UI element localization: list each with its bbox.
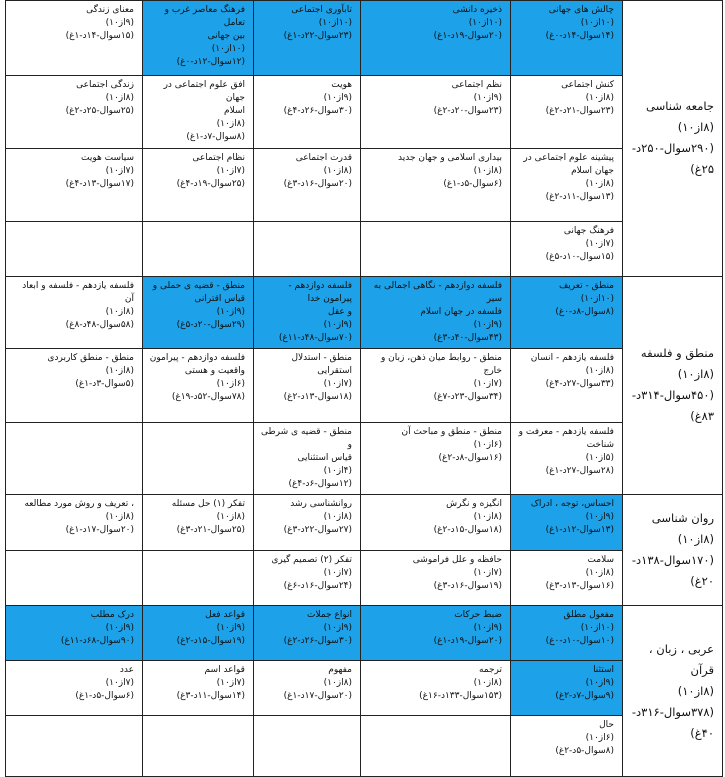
category-line: منطق و فلسفه (۸از۱۰) — [640, 346, 714, 381]
topic-stat: (۱۹سوال-۱۶د-۳غ) — [433, 581, 502, 591]
topic-name: نظام اجتماعی — [192, 153, 245, 163]
topic-stat: (۷از۱۰) — [585, 239, 614, 249]
topic-stat: (۵۸سوال-۴۸د-۸غ) — [65, 320, 134, 330]
topic-stat: قیاس اقترانی — [194, 294, 245, 304]
topic-stat: (۸از۱۰) — [585, 179, 614, 189]
topic-cell — [253, 0, 360, 75]
topic-stat: واقعیت و هستی — [184, 366, 245, 376]
topic-name: احساس، توجه ، ادراک — [530, 499, 614, 509]
topic-cell — [510, 276, 622, 348]
topic-stat: (۱۰از۱۰) — [580, 18, 614, 28]
category-line: ۲۵غ) — [690, 162, 714, 176]
topic-stat: (۸از۱۰) — [323, 512, 352, 522]
topic-cell — [5, 75, 142, 148]
topic-stat: (۸سوال-۸د-۰غ) — [555, 307, 614, 317]
topic-cell — [5, 348, 142, 422]
topic-cell — [5, 660, 142, 715]
topic-cell — [142, 660, 253, 715]
topic-stat: (۸از۱۰) — [105, 93, 134, 103]
topic-stat: (۲۳سوال-۲۲د-۱غ) — [283, 31, 352, 41]
topic-cell — [510, 148, 622, 221]
topic-cell — [142, 605, 253, 660]
topic-cell — [510, 348, 622, 422]
topic-stat: (۱۵۳سوال-۱۳۳د-۱۶غ) — [419, 691, 502, 701]
topic-stat: (۱۷سوال-۱۳د-۴غ) — [65, 179, 134, 189]
topic-stat: (۱۹سوال-۱۵د-۲غ) — [176, 636, 245, 646]
topic-name: تفکر (۱) حل مسئله — [171, 499, 245, 509]
topic-stat: (۶از۱۰) — [473, 440, 502, 450]
topic-cell — [510, 550, 622, 605]
topic-cell — [360, 494, 510, 550]
category-line: (۸از۱۰) — [677, 683, 714, 698]
topic-stat: (۸از۱۰) — [323, 166, 352, 176]
topic-stat: (۱۰از۱۰) — [580, 623, 614, 633]
topic-cell — [253, 75, 360, 148]
topic-stat: (۹از۱۰) — [323, 623, 352, 633]
topic-name: تابآوری اجتماعی — [291, 5, 352, 15]
category-line: جامعه شناسی (۸از۱۰) — [646, 99, 714, 134]
topic-cell — [360, 660, 510, 715]
topic-stat: (۲۸سوال-۲۷د-۱غ) — [545, 466, 614, 476]
topic-stat: (۱۸سوال-۱۵د-۲غ) — [433, 525, 502, 535]
topic-stat: (۵از۱۰) — [585, 453, 614, 463]
topic-name: معنای زندگی — [86, 5, 134, 15]
topic-cell — [360, 0, 510, 75]
grid-line — [5, 494, 723, 495]
topic-cell — [5, 276, 142, 348]
category-cell — [622, 0, 722, 276]
topic-name: منطق - قضیه ی شرطی و — [258, 427, 352, 450]
topic-cell — [5, 221, 142, 276]
topic-stat: (۹از۱۰) — [323, 320, 352, 330]
topic-cell — [142, 0, 253, 75]
topic-stat: (۱۲سوال-۶د-۴غ) — [288, 479, 352, 489]
topic-cell — [510, 494, 622, 550]
topic-stat: (۲۵سوال-۲۱د-۳غ) — [176, 525, 245, 535]
topic-cell — [142, 75, 253, 148]
topic-name: منطق - منطق کاربردی — [47, 353, 134, 363]
topic-stat: (۸از۱۰) — [216, 512, 245, 522]
grid-line — [5, 276, 723, 277]
topic-name: فلسفه دوازدهم - پیرامون خدا — [285, 281, 352, 304]
topic-cell — [142, 422, 253, 494]
topic-stat: (۸از۱۰) — [105, 307, 134, 317]
topic-stat: (۷۸سوال-۵۲د-۱۹غ) — [171, 392, 245, 402]
grid-line — [722, 0, 723, 777]
topic-stat: (۸از۱۰) — [105, 366, 134, 376]
topic-cell — [510, 422, 622, 494]
topic-stat: جهان اسلام — [571, 166, 614, 176]
grid-line — [5, 660, 623, 661]
topic-name: مفهوم — [328, 665, 352, 675]
topic-name: فلسفه یازدهم - معرفت و — [518, 427, 614, 437]
topic-cell — [360, 550, 510, 605]
topic-stat: (۹از۱۰) — [473, 623, 502, 633]
topic-cell — [510, 715, 622, 777]
topic-stat: (۷از۱۰) — [105, 678, 134, 688]
topic-stat: (۸از۱۰) — [585, 366, 614, 376]
topic-cell — [360, 221, 510, 276]
topic-stat: (۷از۱۰) — [323, 568, 352, 578]
topic-name: کنش اجتماعی — [561, 80, 614, 90]
topic-stat: (۷از۱۰) — [473, 379, 502, 389]
topic-cell — [360, 605, 510, 660]
topic-stat: (۸از۱۰) — [323, 678, 352, 688]
topic-cell — [5, 422, 142, 494]
topic-stat: (۱۸سوال-۱۳د-۲غ) — [283, 392, 352, 402]
topic-stat: (۲۴سوال-۱۶د-۶غ) — [283, 581, 352, 591]
topic-stat: (۸از۱۰) — [473, 678, 502, 688]
topic-stat: بین جهانی — [207, 31, 245, 41]
topic-name: استثنا — [593, 665, 614, 675]
topic-cell — [253, 276, 360, 348]
topic-name: درک مطلب — [90, 610, 134, 620]
topic-cell — [5, 715, 142, 777]
topic-stat: (۲۵سوال-۲۵د-۲غ) — [65, 106, 134, 116]
topic-stat: (۲۹سوال-۲۰د-۵غ) — [176, 320, 245, 330]
topic-stat: (۲۰سوال-۱۷د-۱غ) — [283, 691, 352, 701]
topic-stat: (۹از۱۰) — [473, 93, 502, 103]
topic-name: فرهنگ معاصر غرب و تعامل — [161, 5, 245, 28]
category-line: ۴۰غ) — [690, 725, 714, 740]
topic-name: تفکر (۲) تصمیم گیری — [271, 555, 352, 565]
topic-cell — [360, 148, 510, 221]
topic-cell — [253, 221, 360, 276]
topic-name: فلسفه دوازدهم - پیرامون — [149, 353, 245, 363]
topic-cell — [142, 494, 253, 550]
topic-stat: (۲۰سوال-۱۹د-۱غ) — [433, 636, 502, 646]
topic-stat: (۹از۱۰) — [473, 320, 502, 330]
topic-stat: شناخت — [586, 440, 614, 450]
topic-stat: (۲۳سوال-۲۰د-۲غ) — [433, 106, 502, 116]
topic-stat: (۶از۱۰) — [585, 733, 614, 743]
topic-stat: (۶سوال-۵د-۱غ) — [443, 179, 502, 189]
category-line: (۳۷۸سوال-۳۱۶د- — [631, 704, 714, 719]
topic-cell — [142, 550, 253, 605]
topic-cell — [360, 715, 510, 777]
topic-stat: (۱۰از۱۰) — [318, 18, 352, 28]
category-line: ۸۳غ) — [690, 409, 714, 423]
grid-line — [5, 605, 723, 606]
topic-stat: (۹از۱۰) — [216, 623, 245, 633]
topic-stat: (۱۰از۱۰) — [468, 18, 502, 28]
topic-name: منطق - قضیه ی حملی و — [152, 281, 245, 291]
category-line: (۲۹۰سوال-۲۵۰د- — [631, 141, 714, 155]
topic-stat: (۲۰سوال-۱۶د-۳غ) — [283, 179, 352, 189]
topic-stat: (۷از۱۰) — [216, 166, 245, 176]
topic-cell — [253, 660, 360, 715]
topic-stat: (۸از۱۰) — [585, 568, 614, 578]
topic-stat: (۳۰سوال-۲۶د-۴غ) — [283, 106, 352, 116]
topic-stat: (۷از۱۰) — [105, 166, 134, 176]
topic-cell — [510, 605, 622, 660]
category-line: ۲۰غ) — [690, 573, 714, 588]
topic-stat: (۹از۱۰) — [585, 512, 614, 522]
topic-stat: (۹سوال-۷د-۲غ) — [555, 691, 614, 701]
topic-stat: (۱۵سوال-۱۰د-۵غ) — [545, 252, 614, 262]
topic-cell — [360, 276, 510, 348]
topic-stat: (۱۰از۱۰) — [580, 294, 614, 304]
topic-name: روانشناسی رشد — [290, 499, 352, 509]
topic-stat: (۶از۱۰) — [216, 379, 245, 389]
topic-cell — [510, 75, 622, 148]
topic-stat: قیاس استثنایی — [297, 453, 352, 463]
topic-stat: (۱۵سوال-۱۴د-۱غ) — [65, 31, 134, 41]
topic-cell — [253, 715, 360, 777]
topic-stat: (۶سوال-۵د-۱غ) — [75, 691, 134, 701]
topic-stat: (۸سوال-۷د-۱غ) — [186, 132, 245, 142]
grid-line — [5, 348, 623, 349]
topic-cell — [253, 422, 360, 494]
topic-name: سلامت — [587, 555, 614, 565]
topic-name: چالش های جهانی — [548, 5, 614, 15]
topic-cell — [510, 0, 622, 75]
topic-cell — [142, 348, 253, 422]
topic-cell — [253, 550, 360, 605]
topic-cell — [5, 494, 142, 550]
topic-name: منطق - تعریف — [558, 281, 614, 291]
topic-stat: (۸از۱۰) — [473, 512, 502, 522]
category-cell — [622, 494, 722, 605]
topic-name: فلسفه یازدهم - فلسفه و ابعاد — [22, 281, 134, 291]
topic-stat: (۹از۱۰) — [105, 18, 134, 28]
topic-stat: (۵سوال-۳د-۱غ) — [75, 379, 134, 389]
topic-stat: فلسفه در جهان اسلام — [420, 307, 502, 317]
topic-stat: (۷از۱۰) — [323, 379, 352, 389]
grid-line — [5, 148, 623, 149]
grid-line — [5, 221, 623, 222]
topic-name: مفعول مطلق — [563, 610, 614, 620]
topic-name: سیاست هویت — [81, 153, 134, 163]
topic-cell — [142, 221, 253, 276]
topic-stat: (۲۰سوال-۱۷د-۱غ) — [65, 525, 134, 535]
topic-name: نظم اجتماعی — [451, 80, 502, 90]
topic-name: زندگی اجتماعی — [76, 80, 134, 90]
topic-cell — [360, 348, 510, 422]
topic-name: عدد — [119, 665, 134, 675]
topic-stat: (۸از۱۰) — [216, 119, 245, 129]
topic-stat: (۱۰سوال-۱۰د-۰غ) — [545, 636, 614, 646]
topic-stat: (۱۶سوال-۱۳د-۳غ) — [545, 581, 614, 591]
topic-stat: (۳۰سوال-۲۶د-۲غ) — [283, 636, 352, 646]
topic-cell — [5, 148, 142, 221]
topic-name: ترجمه — [478, 665, 502, 675]
topic-name: انواع جملات — [307, 610, 352, 620]
topic-stat: (۱۲سوال-۱۲د-۰غ) — [176, 57, 245, 67]
topic-stat: (۱۰از۱۰) — [211, 44, 245, 54]
topic-stat: (۳۴سوال-۲۳د-۷غ) — [433, 392, 502, 402]
topic-cell — [253, 348, 360, 422]
topic-stat: (۲۵سوال-۱۹د-۴غ) — [176, 179, 245, 189]
topic-stat: (۱۳سوال-۱۲د-۱غ) — [545, 525, 614, 535]
topic-stat: (۷از۱۰) — [473, 568, 502, 578]
topic-stat: (۹از۱۰) — [585, 678, 614, 688]
topic-cell — [5, 0, 142, 75]
topic-name: قدرت اجتماعی — [295, 153, 352, 163]
grid-line — [5, 0, 723, 1]
topic-cell — [142, 148, 253, 221]
topic-stat: (۳۳سوال-۲۷د-۴غ) — [545, 379, 614, 389]
category-line: عربی ، زبان ، قرآن — [648, 641, 714, 677]
topic-cell — [142, 276, 253, 348]
topic-stat: (۹از۱۰) — [216, 307, 245, 317]
topic-name: قواعد فعل — [205, 610, 245, 620]
topic-name: ذخیره دانشی — [452, 5, 502, 15]
topic-name: فلسفه دوازدهم - نگاهی اجمالی به سیر — [370, 281, 502, 304]
topic-stat: (۸از۱۰) — [473, 166, 502, 176]
category-line: روان شناسی (۸از۱۰) — [651, 510, 714, 546]
topic-name: افق علوم اجتماعی در جهان — [160, 80, 245, 103]
topic-name: حافظه و علل فراموشی — [412, 555, 502, 565]
topic-stat: (۴از۱۰) — [323, 466, 352, 476]
topic-stat: (۲۰سوال-۱۹د-۱غ) — [433, 31, 502, 41]
topic-name: پیشینه علوم اجتماعی در — [523, 153, 614, 163]
topic-name: بیداری اسلامی و جهان جدید — [398, 153, 502, 163]
topic-cell — [5, 550, 142, 605]
grid-line — [5, 75, 623, 76]
topic-stat: (۱۴سوال-۱۴د-۰غ) — [545, 31, 614, 41]
topic-stat: (۲۷سوال-۲۲د-۳غ) — [283, 525, 352, 535]
topic-cell — [5, 605, 142, 660]
category-line: (۱۷۰سوال-۱۳۸د- — [631, 552, 714, 567]
topic-cell — [142, 715, 253, 777]
topic-name: منطق - استدلال استقرایی — [288, 353, 352, 376]
topic-stat: (۹از۱۰) — [105, 623, 134, 633]
topic-cell — [510, 660, 622, 715]
grid-line — [5, 715, 623, 716]
topic-cell — [360, 422, 510, 494]
topic-name: قواعد اسم — [204, 665, 245, 675]
topic-stat: (۴۳سوال-۴۰د-۳غ) — [433, 333, 502, 343]
topic-cell — [253, 605, 360, 660]
topic-stat: (۸سوال-۵د-۲غ) — [555, 746, 614, 756]
category-line: (۴۵۰سوال-۳۱۴د- — [631, 388, 714, 402]
topic-cell — [253, 494, 360, 550]
grid-line — [5, 550, 623, 551]
topic-cell — [360, 75, 510, 148]
category-cell — [622, 605, 722, 777]
topic-cell — [510, 221, 622, 276]
topic-stat: (۸از۱۰) — [105, 512, 134, 522]
topic-stat: (۱۶سوال-۸د-۲غ) — [438, 453, 502, 463]
topic-stat: (۱۴سوال-۱۱د-۳غ) — [176, 691, 245, 701]
topic-name: حال — [599, 720, 614, 730]
topic-stat: (۷از۱۰) — [216, 678, 245, 688]
topic-cell — [253, 148, 360, 221]
category-cell — [622, 276, 722, 494]
topic-name: منطق - روابط میان ذهن، زبان و خارج — [378, 353, 502, 376]
topic-stat: و عقل — [328, 307, 352, 317]
topic-stat: (۹از۱۰) — [323, 93, 352, 103]
topic-stat: (۲۳سوال-۲۱د-۲غ) — [545, 106, 614, 116]
topic-stat: (۷۰سوال-۴۸د-۱۱غ) — [278, 333, 352, 343]
topic-stat: اسلام — [224, 106, 245, 116]
topic-name: هویت — [331, 80, 352, 90]
topic-stat: (۱۳سوال-۱۱د-۲غ) — [545, 192, 614, 202]
grid-line — [5, 422, 623, 423]
topic-name: ضبط حرکات — [454, 610, 502, 620]
topic-stat: (۸از۱۰) — [585, 93, 614, 103]
topic-name: انگیزه و نگرش — [446, 499, 502, 509]
topic-stat: آن — [124, 294, 134, 304]
topic-name: ، تعریف و روش مورد مطالعه — [24, 499, 134, 509]
topic-name: منطق - منطق و مباحث آن — [401, 427, 502, 437]
topic-name: فرهنگ جهانی — [563, 226, 614, 236]
topic-stat: (۹۰سوال-۶۸د-۱۱غ) — [60, 636, 134, 646]
topic-name: فلسفه یازدهم - انسان — [530, 353, 614, 363]
